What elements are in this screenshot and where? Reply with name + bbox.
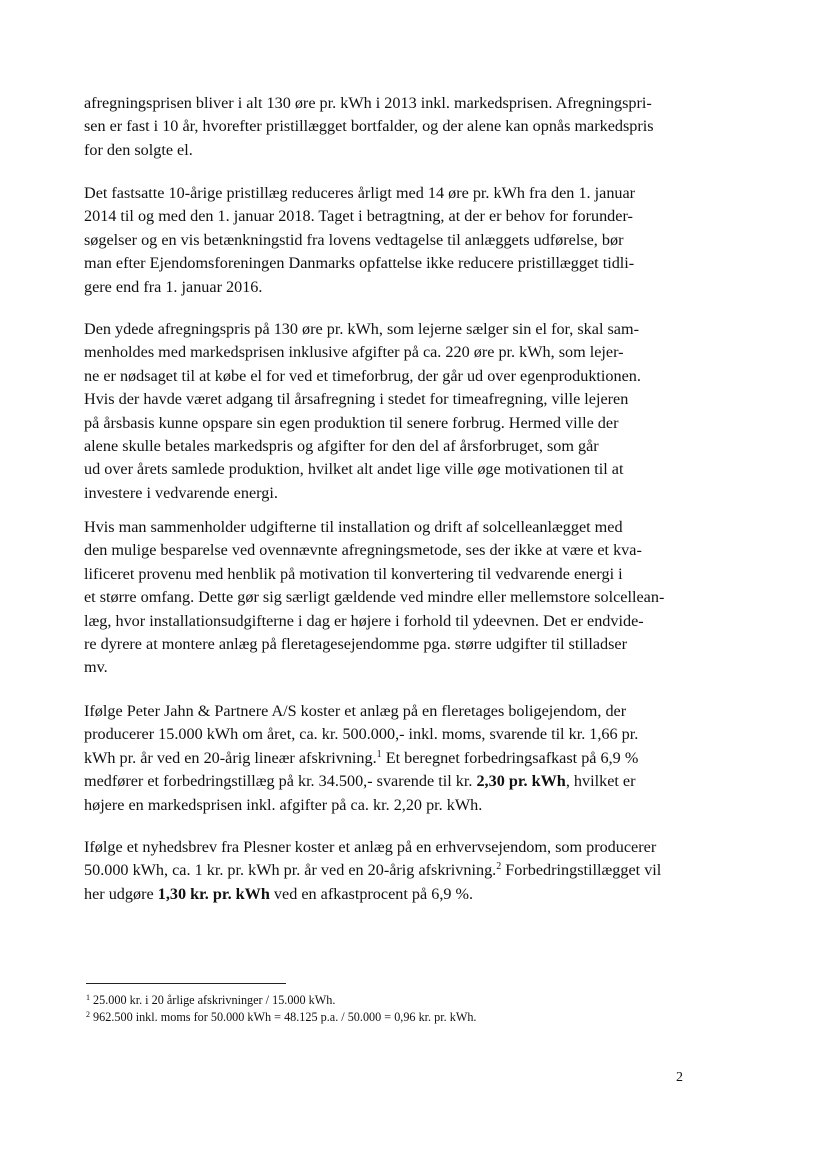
footnote-number: 1 xyxy=(86,993,90,1002)
text-line: et større omfang. Dette gør sig særligt gældende ved mindre eller mellemstore solcellean- xyxy=(84,588,665,607)
text-run: ved en afkastprocent på 6,9 %. xyxy=(269,884,474,903)
paragraph-2 xyxy=(84,182,684,299)
text-run: her udgøre xyxy=(84,884,158,903)
page-number: 2 xyxy=(676,1070,683,1085)
text-run: Et beregnet forbedringsafkast på 6,9 % xyxy=(381,748,639,767)
footnote-ref: 2 xyxy=(496,861,502,873)
text-line: Hvis man sammenholder udgifterne til installation og drift af solcelleanlægget med xyxy=(84,518,623,536)
text-line: Ifølge Peter Jahn & Partnere A/S koster et anlæg på en fleretages boligejendom, der xyxy=(84,702,627,720)
text-run: , hvilket er xyxy=(565,772,636,791)
text-run: kWh pr. år ved en 20-årig lineær afskrivning. xyxy=(84,748,377,767)
footnote-2 xyxy=(86,1009,646,1025)
text-line: den mulige besparelse ved ovennævnte afregningsmetode, ses der ikke at være et kva- xyxy=(84,541,642,560)
text-run: 50.000 kWh, ca. 1 kr. pr. kWh pr. år ved en 20-årig afskrivning. xyxy=(84,861,497,880)
text-line: producerer 15.000 kWh om året, ca. kr. 500.000,- inkl. moms, svarende til kr. 1,66 pr. xyxy=(84,725,639,744)
text-line: investere i vedvarende energi. xyxy=(84,483,278,502)
text-line: man efter Ejendomsforeningen Danmarks opfattelse ikke reducere pristillægget tidli- xyxy=(84,254,635,273)
text-line: re dyrere at montere anlæg på fleretagesejendomme pga. større udgifter til stilladser xyxy=(84,635,627,654)
text-line: højere en markedsprisen inkl. afgifter på ca. kr. 2,20 pr. kWh. xyxy=(84,795,483,814)
text-line: alene skulle betales markedspris og afgifter for den del af årsforbruget, som går xyxy=(84,437,599,456)
footnote-number: 2 xyxy=(86,1010,90,1019)
text-line: ne er nødsaget til at købe el for ved et timeforbrug, der går ud over egenproduktionen. xyxy=(84,366,641,385)
text-line: søgelser og en vis betænkningstid fra lovens vedtagelse til anlæggets udførelse, bør xyxy=(84,230,624,249)
paragraph-6 xyxy=(84,836,684,906)
text-line: mv. xyxy=(84,658,108,677)
paragraph-4 xyxy=(84,516,684,680)
text-line: Den ydede afregningspris på 130 øre pr. kWh, som lejerne sælger sin el for, skal sam- xyxy=(84,320,639,338)
text-line: Ifølge et nyhedsbrev fra Plesner koster et anlæg på en erhvervsejendom, som producerer xyxy=(84,838,657,856)
text-run: medfører et forbedringstillæg på kr. 34.500,- svarende til kr. xyxy=(84,772,477,791)
text-line xyxy=(84,883,684,906)
text-line xyxy=(84,747,684,770)
emphasis-text: 2,30 pr. kWh xyxy=(476,772,566,791)
text-line: Det fastsatte 10-årige pristillæg reduceres årligt med 14 øre pr. kWh fra den 1. januar xyxy=(84,184,636,202)
paragraph-5 xyxy=(84,700,684,817)
text-line: på årsbasis kunne opspare sin egen produktion til senere forbrug. Hermed ville der xyxy=(84,413,619,432)
emphasis-text: 1,30 kr. pr. kWh xyxy=(157,884,270,903)
footnote-ref: 1 xyxy=(376,748,382,760)
text-line: menholdes med markedsprisen inklusive afgifter på ca. 220 øre pr. kWh, som lejer- xyxy=(84,343,624,362)
text-line: for den solgte el. xyxy=(84,140,193,159)
text-line: 2014 til og med den 1. januar 2018. Taget i betragtning, at der er behov for forunder- xyxy=(84,207,633,226)
text-line xyxy=(84,770,684,793)
text-line: Hvis der havde været adgang til årsafregning i stedet for timeafregning, ville lejeren xyxy=(84,390,629,409)
text-line: lificeret provenu med henblik på motivation til konvertering til vedvarende energi i xyxy=(84,564,623,583)
text-line: sen er fast i 10 år, hvorefter pristillægget bortfalder, og der alene kan opnås markedspris xyxy=(84,117,654,136)
text-run: Forbedringstillægget vil xyxy=(501,861,662,880)
footnote-text: 962.500 inkl. moms for 50.000 kWh = 48.125 p.a. / 50.000 = 0,96 kr. pr. kWh. xyxy=(90,1010,477,1024)
text-line: afregningsprisen bliver i alt 130 øre pr. kWh i 2013 inkl. markedsprisen. Afregningspri- xyxy=(84,94,652,112)
text-line xyxy=(84,859,684,882)
footnote-1 xyxy=(86,992,646,1008)
text-line: læg, hvor installationsudgifterne i dag er højere i forhold til ydeevnen. Det er endvide- xyxy=(84,611,644,630)
paragraph-3 xyxy=(84,318,684,505)
text-line: gere end fra 1. januar 2016. xyxy=(84,277,263,296)
text-line: ud over årets samlede produktion, hvilket alt andet lige ville øge motivationen til at xyxy=(84,460,624,479)
footnote-text: 25.000 kr. i 20 årlige afskrivninger / 15.000 kWh. xyxy=(90,993,336,1007)
footnote-divider xyxy=(86,983,286,984)
paragraph-1 xyxy=(84,92,684,162)
